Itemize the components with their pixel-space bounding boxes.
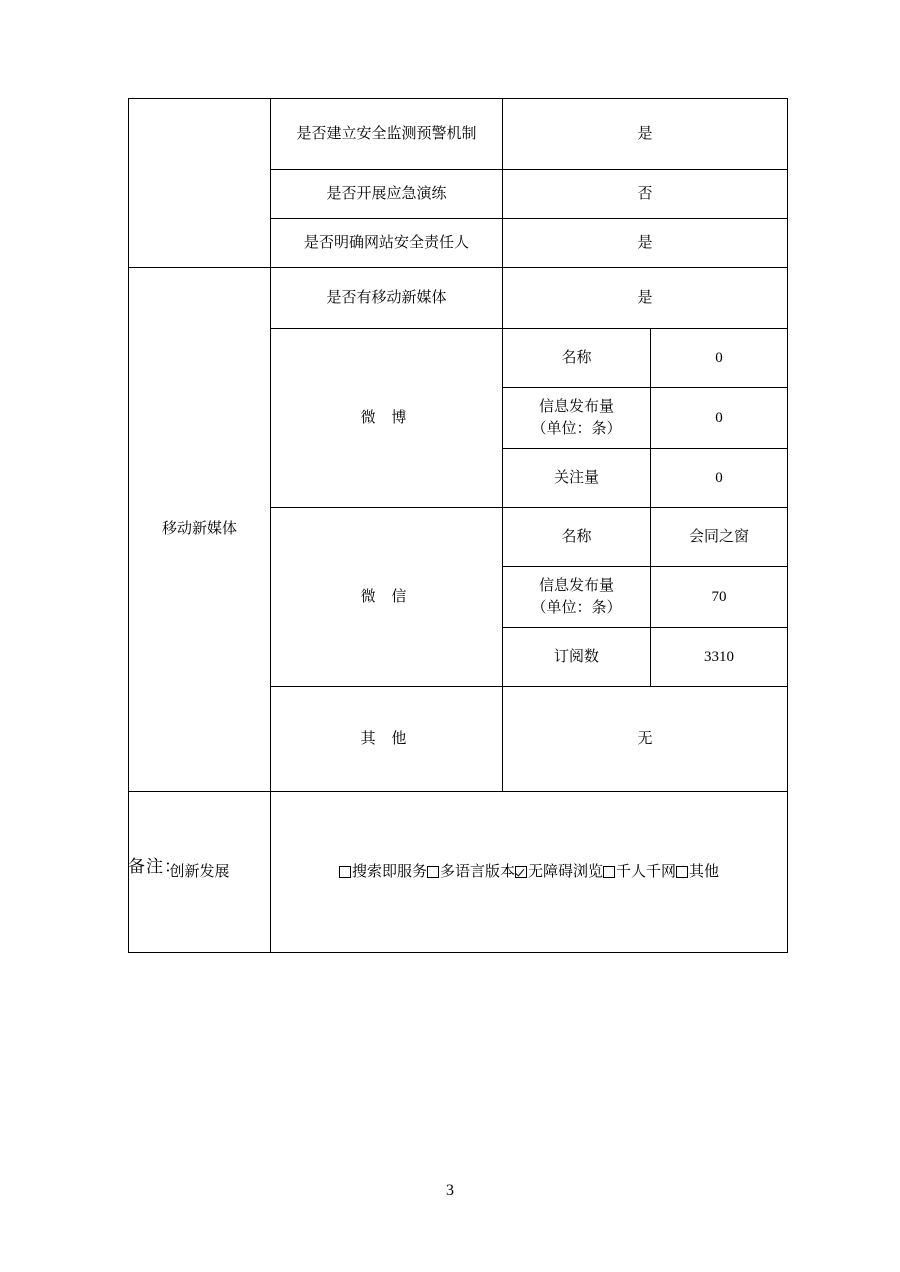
other-media-label: 其 他 bbox=[271, 687, 503, 792]
innovation-option-3-label: 千人千网 bbox=[616, 863, 677, 880]
weixin-name-value: 会同之窗 bbox=[651, 508, 788, 567]
table-row bbox=[129, 792, 788, 953]
weibo-followers-value: 0 bbox=[651, 449, 788, 508]
table-row bbox=[129, 99, 788, 170]
weixin-publish-count-label-line1: 信息发布量 bbox=[538, 577, 614, 594]
innovation-option-2-label: 无障碍浏览 bbox=[528, 863, 604, 880]
checkbox-checked-icon[interactable] bbox=[515, 866, 527, 878]
weixin-subscribers-value: 3310 bbox=[651, 628, 788, 687]
weixin-label: 微 信 bbox=[271, 508, 503, 687]
innovation-option-1[interactable] bbox=[427, 861, 515, 884]
innovation-option-0-label: 搜索即服务 bbox=[351, 863, 427, 880]
page-number: 3 bbox=[446, 1182, 454, 1199]
weixin-publish-count-label bbox=[503, 567, 651, 628]
checkbox-unchecked-icon[interactable] bbox=[676, 866, 688, 878]
mobile-media-section-label: 移动新媒体 bbox=[129, 268, 271, 792]
weixin-subscribers-label: 订阅数 bbox=[503, 628, 651, 687]
has-mobile-media-value: 是 bbox=[503, 268, 788, 329]
checkbox-unchecked-icon[interactable] bbox=[603, 866, 615, 878]
report-table-wrapper bbox=[128, 98, 787, 953]
innovation-option-4-label: 其他 bbox=[689, 863, 720, 880]
innovation-option-1-label: 多语言版本 bbox=[439, 863, 515, 880]
innovation-option-2[interactable] bbox=[515, 861, 603, 884]
weixin-publish-count-label-line2: （单位：条） bbox=[531, 600, 622, 616]
innovation-checkbox-group bbox=[275, 861, 783, 884]
innovation-option-4[interactable] bbox=[676, 861, 719, 884]
table-row bbox=[129, 268, 788, 329]
weibo-publish-count-value: 0 bbox=[651, 388, 788, 449]
security-section-label-cell bbox=[129, 99, 271, 268]
innovation-section-label: 创新发展 bbox=[129, 792, 271, 953]
remark-label: 备注： bbox=[128, 857, 182, 876]
weibo-label: 微 博 bbox=[271, 329, 503, 508]
weibo-publish-count-label-line1: 信息发布量 bbox=[538, 398, 614, 415]
website-report-table bbox=[128, 98, 788, 953]
security-row-label-1: 是否开展应急演练 bbox=[271, 170, 503, 219]
checkbox-unchecked-icon[interactable] bbox=[427, 866, 439, 878]
security-row-label-0: 是否建立安全监测预警机制 bbox=[271, 99, 503, 170]
weibo-publish-count-label-line2: （单位：条） bbox=[531, 421, 622, 437]
weibo-followers-label: 关注量 bbox=[503, 449, 651, 508]
security-row-value-1: 否 bbox=[503, 170, 788, 219]
other-media-value: 无 bbox=[503, 687, 788, 792]
weixin-publish-count-value: 70 bbox=[651, 567, 788, 628]
innovation-option-3[interactable] bbox=[603, 861, 676, 884]
security-row-value-0: 是 bbox=[503, 99, 788, 170]
weibo-name-value: 0 bbox=[651, 329, 788, 388]
weibo-name-label: 名称 bbox=[503, 329, 651, 388]
weibo-publish-count-label bbox=[503, 388, 651, 449]
security-row-label-2: 是否明确网站安全责任人 bbox=[271, 219, 503, 268]
security-row-value-2: 是 bbox=[503, 219, 788, 268]
checkbox-unchecked-icon[interactable] bbox=[339, 866, 351, 878]
innovation-option-0[interactable] bbox=[339, 861, 427, 884]
weixin-name-label: 名称 bbox=[503, 508, 651, 567]
innovation-options-cell bbox=[271, 792, 788, 953]
has-mobile-media-label: 是否有移动新媒体 bbox=[271, 268, 503, 329]
